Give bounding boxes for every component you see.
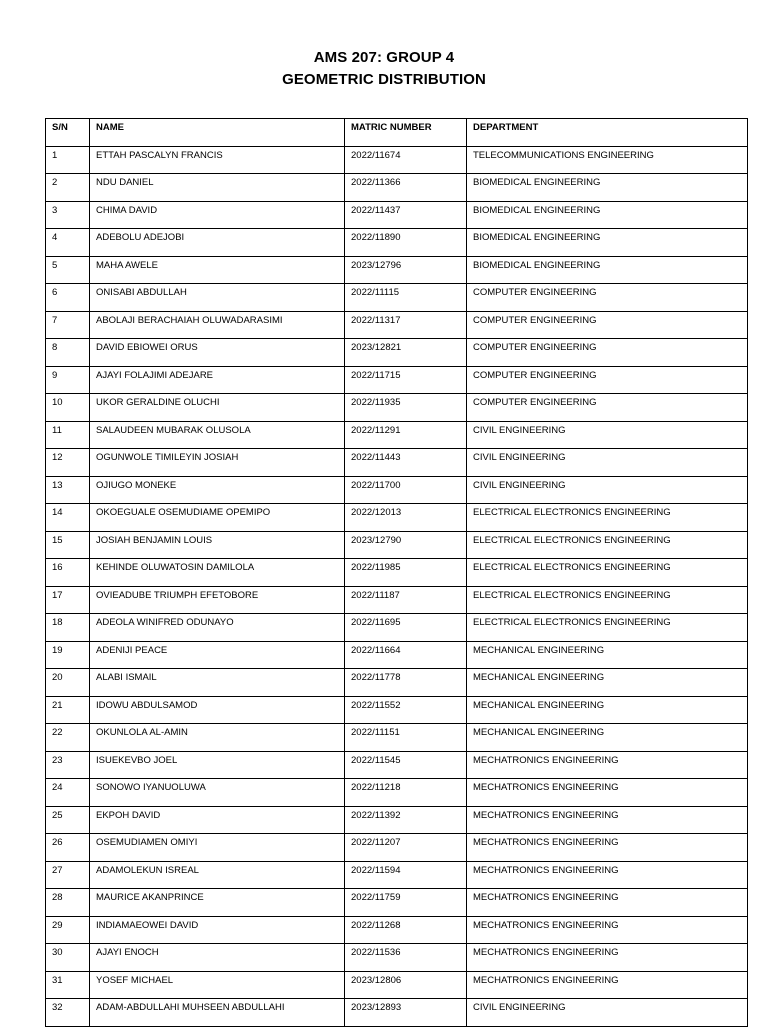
cell-matric-number: 2023/12821 xyxy=(345,339,467,367)
cell-sn: 1 xyxy=(46,146,90,174)
cell-department: COMPUTER ENGINEERING xyxy=(467,311,748,339)
cell-name: MAHA AWELE xyxy=(90,256,345,284)
cell-department: COMPUTER ENGINEERING xyxy=(467,284,748,312)
cell-sn: 8 xyxy=(46,339,90,367)
cell-matric-number: 2023/12806 xyxy=(345,971,467,999)
table-row xyxy=(46,201,748,229)
cell-name: ADENIJI PEACE xyxy=(90,641,345,669)
cell-department: MECHANICAL ENGINEERING xyxy=(467,696,748,724)
table-row xyxy=(46,889,748,917)
cell-name: JOSIAH BENJAMIN LOUIS xyxy=(90,531,345,559)
cell-matric-number: 2022/11695 xyxy=(345,614,467,642)
table-row xyxy=(46,311,748,339)
cell-department: MECHATRONICS ENGINEERING xyxy=(467,806,748,834)
cell-sn: 16 xyxy=(46,559,90,587)
table-row xyxy=(46,174,748,202)
cell-sn: 4 xyxy=(46,229,90,257)
table-row xyxy=(46,531,748,559)
title-topic: GEOMETRIC DISTRIBUTION xyxy=(282,71,486,88)
table-body xyxy=(46,146,748,1026)
cell-name: AJAYI ENOCH xyxy=(90,944,345,972)
cell-sn: 3 xyxy=(46,201,90,229)
cell-name: ABOLAJI BERACHAIAH OLUWADARASIMI xyxy=(90,311,345,339)
cell-matric-number: 2022/11218 xyxy=(345,779,467,807)
header-matric-number: MATRIC NUMBER xyxy=(345,119,467,147)
header-name: NAME xyxy=(90,119,345,147)
cell-name: OGUNWOLE TIMILEYIN JOSIAH xyxy=(90,449,345,477)
cell-department: MECHATRONICS ENGINEERING xyxy=(467,944,748,972)
cell-matric-number: 2022/11207 xyxy=(345,834,467,862)
table-row xyxy=(46,421,748,449)
header-sn: S/N xyxy=(46,119,90,147)
table-row xyxy=(46,669,748,697)
table-row xyxy=(46,476,748,504)
cell-matric-number: 2022/11187 xyxy=(345,586,467,614)
cell-matric-number: 2022/11317 xyxy=(345,311,467,339)
cell-department: CIVIL ENGINEERING xyxy=(467,421,748,449)
cell-sn: 21 xyxy=(46,696,90,724)
cell-sn: 5 xyxy=(46,256,90,284)
cell-sn: 12 xyxy=(46,449,90,477)
cell-sn: 29 xyxy=(46,916,90,944)
table-row xyxy=(46,614,748,642)
cell-name: OKUNLOLA AL-AMIN xyxy=(90,724,345,752)
table-row xyxy=(46,229,748,257)
table-row xyxy=(46,779,748,807)
cell-matric-number: 2022/11443 xyxy=(345,449,467,477)
cell-matric-number: 2022/11778 xyxy=(345,669,467,697)
cell-name: ADAM-ABDULLAHI MUHSEEN ABDULLAHI xyxy=(90,999,345,1027)
cell-matric-number: 2022/11700 xyxy=(345,476,467,504)
cell-department: COMPUTER ENGINEERING xyxy=(467,366,748,394)
cell-name: MAURICE AKANPRINCE xyxy=(90,889,345,917)
cell-sn: 24 xyxy=(46,779,90,807)
cell-department: MECHANICAL ENGINEERING xyxy=(467,724,748,752)
table-header-row xyxy=(46,119,748,147)
cell-matric-number: 2022/11536 xyxy=(345,944,467,972)
cell-matric-number: 2023/12893 xyxy=(345,999,467,1027)
cell-matric-number: 2023/12790 xyxy=(345,531,467,559)
table-row xyxy=(46,806,748,834)
cell-department: CIVIL ENGINEERING xyxy=(467,476,748,504)
cell-matric-number: 2022/11664 xyxy=(345,641,467,669)
cell-department: MECHANICAL ENGINEERING xyxy=(467,669,748,697)
title-course-group: AMS 207: GROUP 4 xyxy=(313,49,455,66)
cell-department: BIOMEDICAL ENGINEERING xyxy=(467,201,748,229)
cell-department: MECHATRONICS ENGINEERING xyxy=(467,861,748,889)
cell-department: BIOMEDICAL ENGINEERING xyxy=(467,174,748,202)
cell-department: BIOMEDICAL ENGINEERING xyxy=(467,256,748,284)
cell-name: EKPOH DAVID xyxy=(90,806,345,834)
cell-sn: 22 xyxy=(46,724,90,752)
cell-sn: 19 xyxy=(46,641,90,669)
cell-sn: 25 xyxy=(46,806,90,834)
cell-name: YOSEF MICHAEL xyxy=(90,971,345,999)
cell-matric-number: 2022/12013 xyxy=(345,504,467,532)
cell-sn: 14 xyxy=(46,504,90,532)
header-department: DEPARTMENT xyxy=(467,119,748,147)
cell-department: ELECTRICAL ELECTRONICS ENGINEERING xyxy=(467,531,748,559)
cell-matric-number: 2023/12796 xyxy=(345,256,467,284)
cell-name: CHIMA DAVID xyxy=(90,201,345,229)
cell-matric-number: 2022/11151 xyxy=(345,724,467,752)
cell-sn: 6 xyxy=(46,284,90,312)
cell-sn: 26 xyxy=(46,834,90,862)
cell-name: OJIUGO MONEKE xyxy=(90,476,345,504)
cell-name: OSEMUDIAMEN OMIYI xyxy=(90,834,345,862)
cell-department: COMPUTER ENGINEERING xyxy=(467,339,748,367)
cell-name: IDOWU ABDULSAMOD xyxy=(90,696,345,724)
cell-department: CIVIL ENGINEERING xyxy=(467,449,748,477)
cell-matric-number: 2022/11366 xyxy=(345,174,467,202)
cell-matric-number: 2022/11268 xyxy=(345,916,467,944)
cell-sn: 30 xyxy=(46,944,90,972)
cell-matric-number: 2022/11392 xyxy=(345,806,467,834)
table-row xyxy=(46,999,748,1027)
cell-name: ALABI ISMAIL xyxy=(90,669,345,697)
cell-matric-number: 2022/11291 xyxy=(345,421,467,449)
table-row xyxy=(46,861,748,889)
cell-department: TELECOMMUNICATIONS ENGINEERING xyxy=(467,146,748,174)
cell-name: ISUEKEVBO JOEL xyxy=(90,751,345,779)
cell-department: MECHANICAL ENGINEERING xyxy=(467,641,748,669)
cell-department: MECHATRONICS ENGINEERING xyxy=(467,889,748,917)
cell-department: MECHATRONICS ENGINEERING xyxy=(467,916,748,944)
cell-sn: 10 xyxy=(46,394,90,422)
cell-name: KEHINDE OLUWATOSIN DAMILOLA xyxy=(90,559,345,587)
cell-sn: 20 xyxy=(46,669,90,697)
cell-department: ELECTRICAL ELECTRONICS ENGINEERING xyxy=(467,586,748,614)
cell-matric-number: 2022/11985 xyxy=(345,559,467,587)
table-row xyxy=(46,449,748,477)
cell-name: SALAUDEEN MUBARAK OLUSOLA xyxy=(90,421,345,449)
cell-sn: 28 xyxy=(46,889,90,917)
cell-sn: 13 xyxy=(46,476,90,504)
cell-sn: 18 xyxy=(46,614,90,642)
cell-sn: 17 xyxy=(46,586,90,614)
cell-name: UKOR GERALDINE OLUCHI xyxy=(90,394,345,422)
table-row xyxy=(46,724,748,752)
table-row xyxy=(46,146,748,174)
cell-department: ELECTRICAL ELECTRONICS ENGINEERING xyxy=(467,614,748,642)
table-row xyxy=(46,696,748,724)
cell-department: MECHATRONICS ENGINEERING xyxy=(467,971,748,999)
cell-sn: 32 xyxy=(46,999,90,1027)
cell-matric-number: 2022/11552 xyxy=(345,696,467,724)
cell-matric-number: 2022/11115 xyxy=(345,284,467,312)
cell-matric-number: 2022/11935 xyxy=(345,394,467,422)
cell-sn: 15 xyxy=(46,531,90,559)
cell-name: NDU DANIEL xyxy=(90,174,345,202)
table-row xyxy=(46,504,748,532)
cell-matric-number: 2022/11437 xyxy=(345,201,467,229)
cell-name: SONOWO IYANUOLUWA xyxy=(90,779,345,807)
cell-name: DAVID EBIOWEI ORUS xyxy=(90,339,345,367)
cell-sn: 2 xyxy=(46,174,90,202)
table-row xyxy=(46,256,748,284)
cell-name: OKOEGUALE OSEMUDIAME OPEMIPO xyxy=(90,504,345,532)
cell-department: ELECTRICAL ELECTRONICS ENGINEERING xyxy=(467,504,748,532)
cell-name: ADEBOLU ADEJOBI xyxy=(90,229,345,257)
cell-matric-number: 2022/11890 xyxy=(345,229,467,257)
table-row xyxy=(46,916,748,944)
table-row xyxy=(46,751,748,779)
cell-matric-number: 2022/11545 xyxy=(345,751,467,779)
cell-sn: 9 xyxy=(46,366,90,394)
cell-department: CIVIL ENGINEERING xyxy=(467,999,748,1027)
cell-name: ONISABI ABDULLAH xyxy=(90,284,345,312)
cell-name: AJAYI FOLAJIMI ADEJARE xyxy=(90,366,345,394)
table-row xyxy=(46,834,748,862)
cell-sn: 11 xyxy=(46,421,90,449)
cell-matric-number: 2022/11715 xyxy=(345,366,467,394)
cell-department: ELECTRICAL ELECTRONICS ENGINEERING xyxy=(467,559,748,587)
cell-name: ADAMOLEKUN ISREAL xyxy=(90,861,345,889)
cell-department: MECHATRONICS ENGINEERING xyxy=(467,779,748,807)
cell-sn: 27 xyxy=(46,861,90,889)
student-roster-table xyxy=(45,118,748,1027)
cell-sn: 31 xyxy=(46,971,90,999)
table-row xyxy=(46,586,748,614)
cell-department: COMPUTER ENGINEERING xyxy=(467,394,748,422)
cell-matric-number: 2022/11674 xyxy=(345,146,467,174)
cell-department: BIOMEDICAL ENGINEERING xyxy=(467,229,748,257)
cell-name: OVIEADUBE TRIUMPH EFETOBORE xyxy=(90,586,345,614)
cell-department: MECHATRONICS ENGINEERING xyxy=(467,751,748,779)
table-row xyxy=(46,944,748,972)
table-row xyxy=(46,971,748,999)
cell-sn: 7 xyxy=(46,311,90,339)
table-row xyxy=(46,559,748,587)
cell-name: ADEOLA WINIFRED ODUNAYO xyxy=(90,614,345,642)
cell-name: INDIAMAEOWEI DAVID xyxy=(90,916,345,944)
table-row xyxy=(46,284,748,312)
table-row xyxy=(46,641,748,669)
table-row xyxy=(46,339,748,367)
table-row xyxy=(46,366,748,394)
document-title xyxy=(0,47,768,91)
table-row xyxy=(46,394,748,422)
cell-matric-number: 2022/11759 xyxy=(345,889,467,917)
cell-sn: 23 xyxy=(46,751,90,779)
cell-name: ETTAH PASCALYN FRANCIS xyxy=(90,146,345,174)
cell-department: MECHATRONICS ENGINEERING xyxy=(467,834,748,862)
cell-matric-number: 2022/11594 xyxy=(345,861,467,889)
